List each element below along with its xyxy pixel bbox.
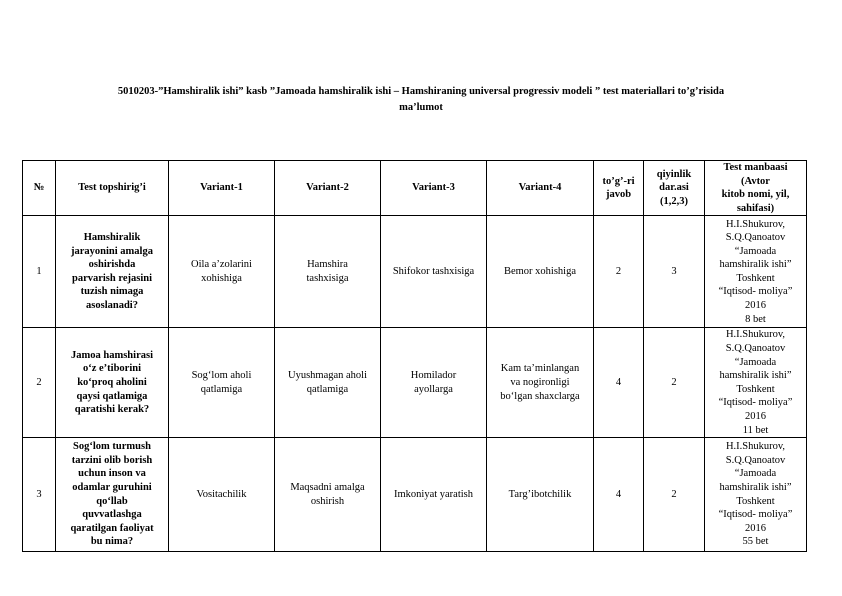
cell-source: H.I.Shukurov, S.Q.Qanoatov “Jamoada hamshiralik ishi” Toshkent “Iqtisod- moliya” 2016 11 bet [705,328,807,438]
cell-num: 2 [23,328,56,438]
document-title-line1: 5010203-”Hamshiralik ishi” kasb ”Jamoada hamshiralik ishi – Hamshiraning universal progressiv modeli ” test materiallari to’g’risida [117,86,725,97]
cell-variant-1: Oila a’zolarini xohishiga [169,216,275,328]
document-title-line2: ma’lumot [399,102,443,113]
header-variant-3: Variant-3 [381,161,487,216]
header-num: № [23,161,56,216]
table-header-row [23,161,807,216]
cell-variant-4: Targ’ibotchilik [487,438,594,552]
cell-variant-2: Maqsadni amalga oshirish [275,438,381,552]
table-row [23,216,807,328]
header-difficulty: qiyinlik dar.asi (1,2,3) [644,161,705,216]
header-variant-2: Variant-2 [275,161,381,216]
cell-task: Sog‘lom turmush tarzini olib borish uchun inson va odamlar guruhini qo‘llab quvvatlashga qaratilgan faoliyat bu nima? [56,438,169,552]
cell-variant-3: Shifokor tashxisiga [381,216,487,328]
cell-num: 3 [23,438,56,552]
cell-difficulty: 3 [644,216,705,328]
cell-variant-4: Kam ta’minlangan va nogironligi bo‘lgan shaxclarga [487,328,594,438]
cell-correct-answer: 2 [594,216,644,328]
table-row [23,438,807,552]
cell-correct-answer: 4 [594,328,644,438]
header-source: Test manbaasi (Avtor kitob nomi, yil, sahifasi) [705,161,807,216]
cell-variant-3: Imkoniyat yaratish [381,438,487,552]
cell-correct-answer: 4 [594,438,644,552]
cell-variant-4: Bemor xohishiga [487,216,594,328]
header-task: Test topshirig’i [56,161,169,216]
cell-num: 1 [23,216,56,328]
cell-variant-1: Vositachilik [169,438,275,552]
cell-variant-3: Homilador ayollarga [381,328,487,438]
cell-variant-2: Hamshira tashxisiga [275,216,381,328]
cell-difficulty: 2 [644,438,705,552]
cell-source: H.I.Shukurov, S.Q.Qanoatov “Jamoada hamshiralik ishi” Toshkent “Iqtisod- moliya” 2016 8 bet [705,216,807,328]
header-variant-4: Variant-4 [487,161,594,216]
table-row [23,328,807,438]
header-correct-answer: to’g’-ri javob [594,161,644,216]
cell-task: Hamshiralik jarayonini amalga oshirishda parvarish rejasini tuzish nimaga asoslanadi? [56,216,169,328]
cell-task: Jamoa hamshirasi o‘z e’tiborini ko‘proq aholini qaysi qatlamiga qaratishi kerak? [56,328,169,438]
header-variant-1: Variant-1 [169,161,275,216]
cell-variant-1: Sog‘lom aholi qatlamiga [169,328,275,438]
document-title [30,84,812,116]
test-materials-table [22,160,807,552]
cell-variant-2: Uyushmagan aholi qatlamiga [275,328,381,438]
cell-source: H.I.Shukurov, S.Q.Qanoatov “Jamoada hamshiralik ishi” Toshkent “Iqtisod- moliya” 2016 55 bet [705,438,807,552]
cell-difficulty: 2 [644,328,705,438]
